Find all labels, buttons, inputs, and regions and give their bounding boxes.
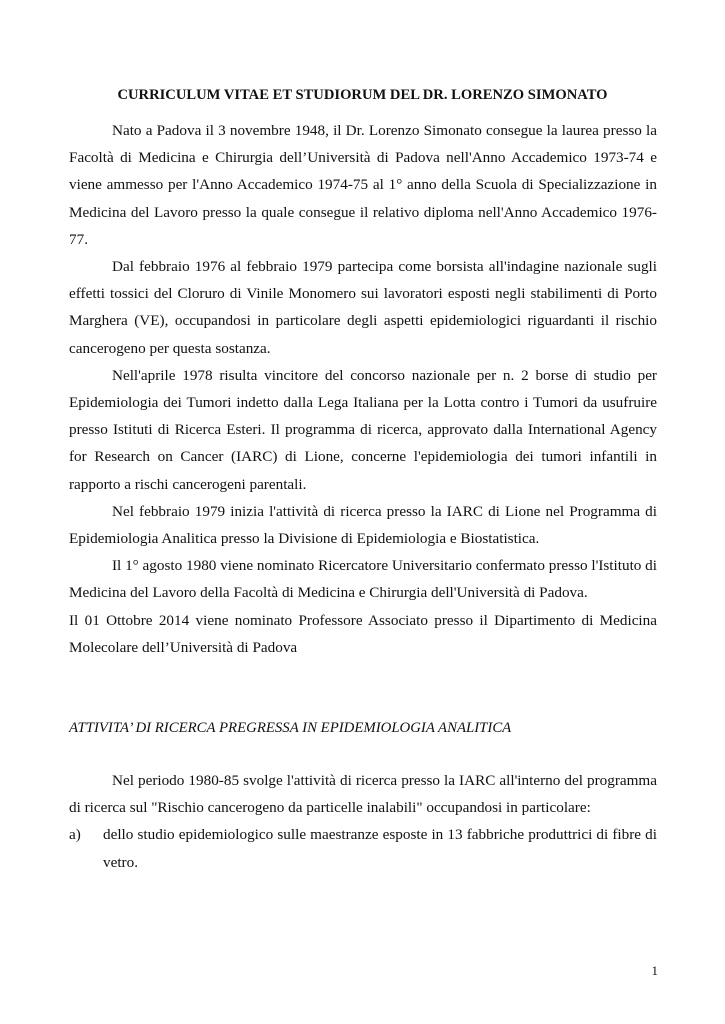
cv-body: [69, 117, 657, 661]
section-heading: ATTIVITA’ DI RICERCA PREGRESSA IN EPIDEMIOLOGIA ANALITICA: [69, 720, 512, 736]
paragraph-iarc-start: Nel febbraio 1979 inizia l'attività di ricerca presso la IARC di Lione nel Programma di Epidemiologia Analitica presso la Divisione di Epidemiologia e Biostatistica.: [69, 502, 657, 548]
section-body: [69, 767, 657, 876]
paragraph-birth-degree: Nato a Padova il 3 novembre 1948, il Dr. Lorenzo Simonato consegue la laurea presso la Facoltà di Medicina e Chirurgia dell’Università di Padova nell'Anno Accademico 1973-74 e viene ammesso per l'Anno Accademico 1974-75 al 1° anno della Scuola di Specializzazione in Medicina del Lavoro presso la quale consegue il relativo diploma nell'Anno Accademico 1976-77.: [69, 122, 657, 248]
paragraph-researcher: Il 1° agosto 1980 viene nominato Ricercatore Universitario confermato presso l'Istituto di Medicina del Lavoro della Facoltà di Medicina e Chirurgia dell'Università di Padova.: [69, 557, 657, 602]
paragraph-associate-professor: Il 01 Ottobre 2014 viene nominato Professore Associato presso il Dipartimento di Medicina Molecolare dell’Università di Padova: [69, 611, 657, 656]
paragraph-vinyl-chloride: Dal febbraio 1976 al febbraio 1979 partecipa come borsista all'indagine nazionale sugli effetti tossici del Cloruro di Vinile Monomero sui lavoratori esposti negli stabilimenti di Porto Marghera (VE), occupandosi in particolare degli aspetti epidemiologici riguardanti il rischio cancerogeno per questa sostanza.: [69, 258, 657, 357]
list-item: [69, 821, 657, 875]
document-title: CURRICULUM VITAE ET STUDIORUM DEL DR. LORENZO SIMONATO: [117, 87, 608, 103]
page-number: 1: [651, 963, 658, 978]
paragraph-iarc-period: Nel periodo 1980-85 svolge l'attività di ricerca presso la IARC all'interno del programma di ricerca sul "Rischio cancerogeno da particelle inalabili" occupandosi in particolare:: [69, 772, 657, 817]
paragraph-scholarship: Nell'aprile 1978 risulta vincitore del concorso nazionale per n. 2 borse di studio per Epidemiologia dei Tumori indetto dalla Lega Italiana per la Lotta contro i Tumori da usufruire presso Istituti di Ricerca Esteri. Il programma di ricerca, approvato dalla International Agency for Research on Cancer (IARC) di Lione, concerne l'epidemiologia dei tumori infantili in rapporto a rischi cancerogeni parentali.: [69, 366, 657, 493]
list-marker: a): [69, 826, 81, 844]
list-item-text: dello studio epidemiologico sulle maestranze esposte in 13 fabbriche produttrici di fibre di vetro.: [103, 826, 657, 871]
